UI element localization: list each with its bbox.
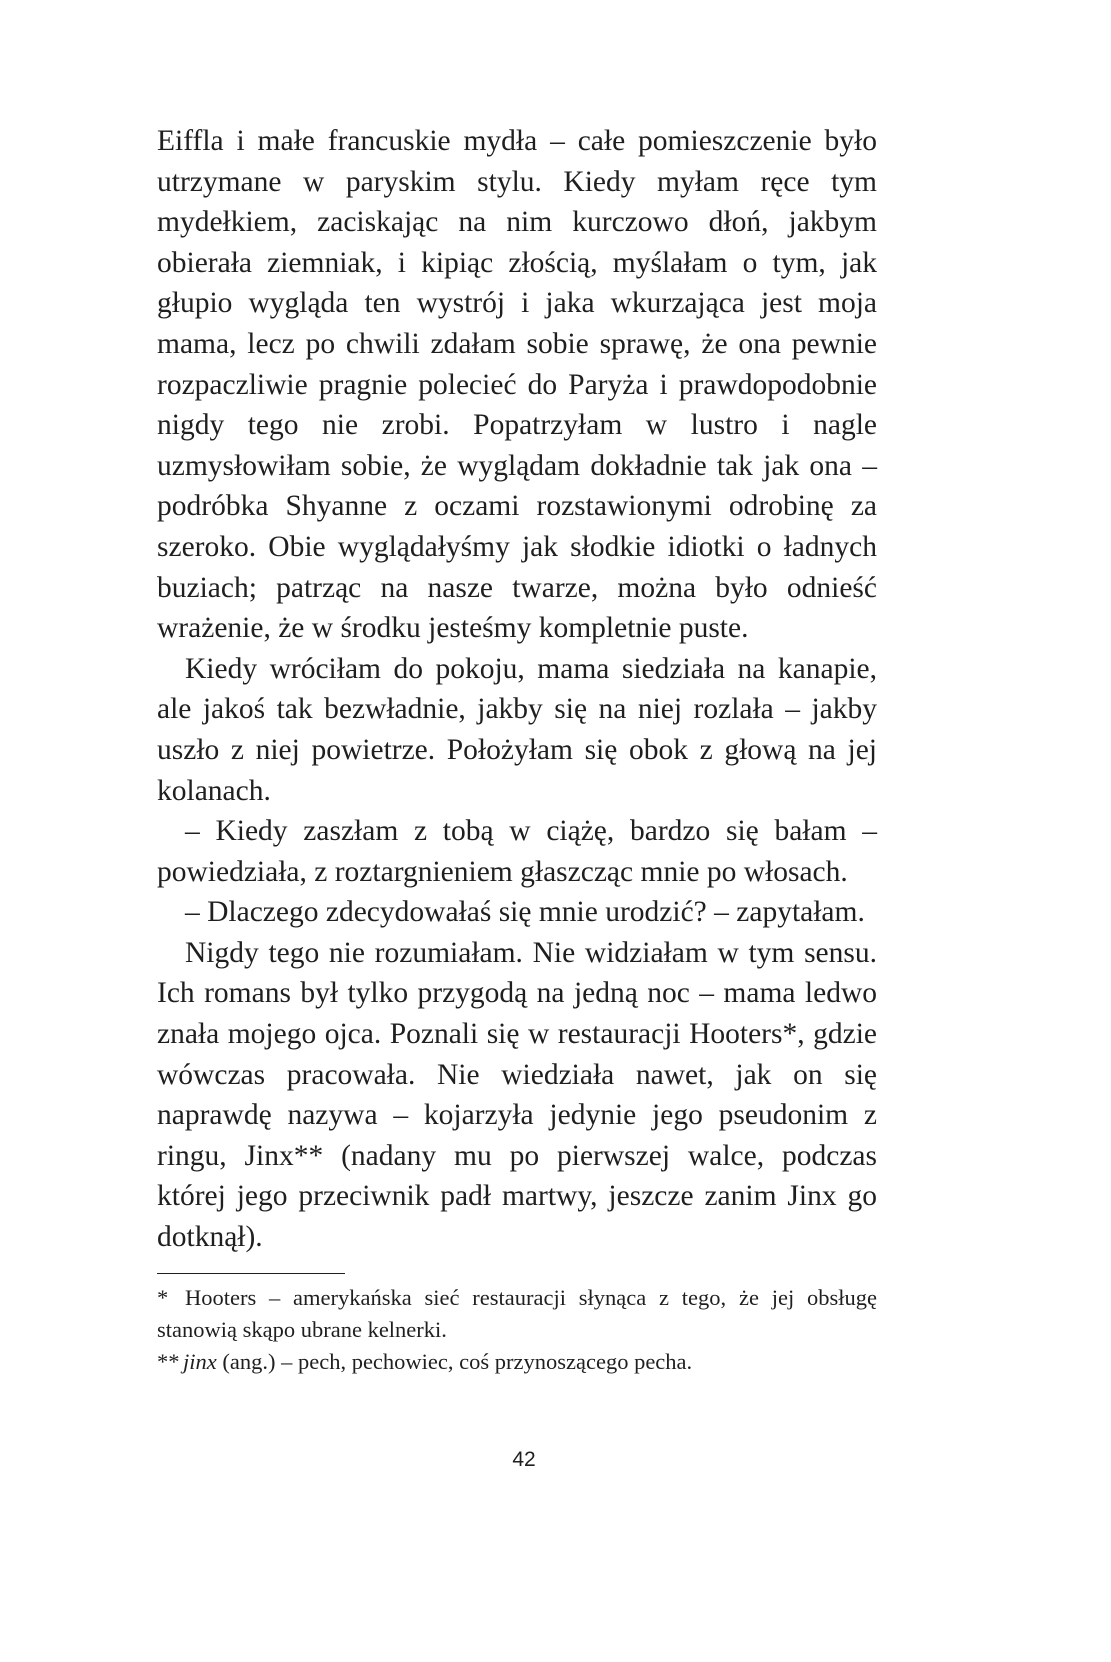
dialogue-line: – Dlaczego zdecydowałaś się mnie urodzić? – zapytałam. [185,896,865,929]
footnotes [157,1282,877,1378]
footnote-term: jinx [183,1349,217,1374]
paragraph: Eiffla i małe francuskie mydła – całe pomieszczenie było utrzymane w paryskim stylu. Kiedy myłam ręce tym mydełkiem, zaciskając na nim kurczowo dłoń, jakbym obierała ziemniak, i kipiąc złością, myślałam o tym, jak głupio wygląda ten wystrój i jaka wkurzająca jest moja mama, lecz po chwili zdałam sobie sprawę, że ona pewnie rozpaczliwie pragnie polecieć do Paryża i prawdopodobnie nigdy tego nie zrobi. Popatrzyłam w lustro i nagle uzmysłowiłam sobie, że wyglądam dokładnie tak jak ona – podróbka Shyanne z oczami rozstawionymi odrobinę za szeroko. Obie wyglądałyśmy jak słodkie idiotki o ładnych buziach; patrząc na nasze twarze, można było odnieść wrażenie, że w środku jesteśmy kompletnie puste. [157,125,877,645]
footnote-mark: * [157,1285,169,1310]
body-text [157,121,877,1258]
dialogue-line: – Kiedy zaszłam z tobą w ciążę, bardzo się bałam – powiedziała, z roztargnieniem głaszcząc mnie po włosach. [157,815,877,888]
footnote [157,1282,877,1346]
footnote-separator [157,1273,345,1274]
paragraph: Nigdy tego nie rozumiałam. Nie widziałam w tym sensu. Ich romans był tylko przygodą na jedną noc – mama ledwo znała mojego ojca. Poznali się w restauracji Hooters*, gdzie wówczas pracowała. Nie wiedziała nawet, jak on się naprawdę nazywa – kojarzyła jedynie jego pseudonim z ringu, Jinx** (nadany mu po pierwszej walce, podczas której jego przeciwnik padł martwy, jeszcze zanim Jinx go dotknął). [157,936,877,1254]
page-number: 42 [512,1448,536,1471]
footnote-text: (ang.) – pech, pechowiec, coś przynoszącego pecha. [216,1349,693,1374]
footnote-text: Hooters – amerykańska sieć restauracji słynąca z tego, że jej obsługę stanowią skąpo ubrane kelnerki. [157,1285,877,1342]
footnote-mark: ** [157,1349,180,1374]
paragraph: Kiedy wróciłam do pokoju, mama siedziała na kanapie, ale jakoś tak bezwładnie, jakby się na niej rozlała – jakby uszło z niej powietrze. Położyłam się obok z głową na jej kolanach. [157,652,877,807]
footnote [157,1346,877,1378]
